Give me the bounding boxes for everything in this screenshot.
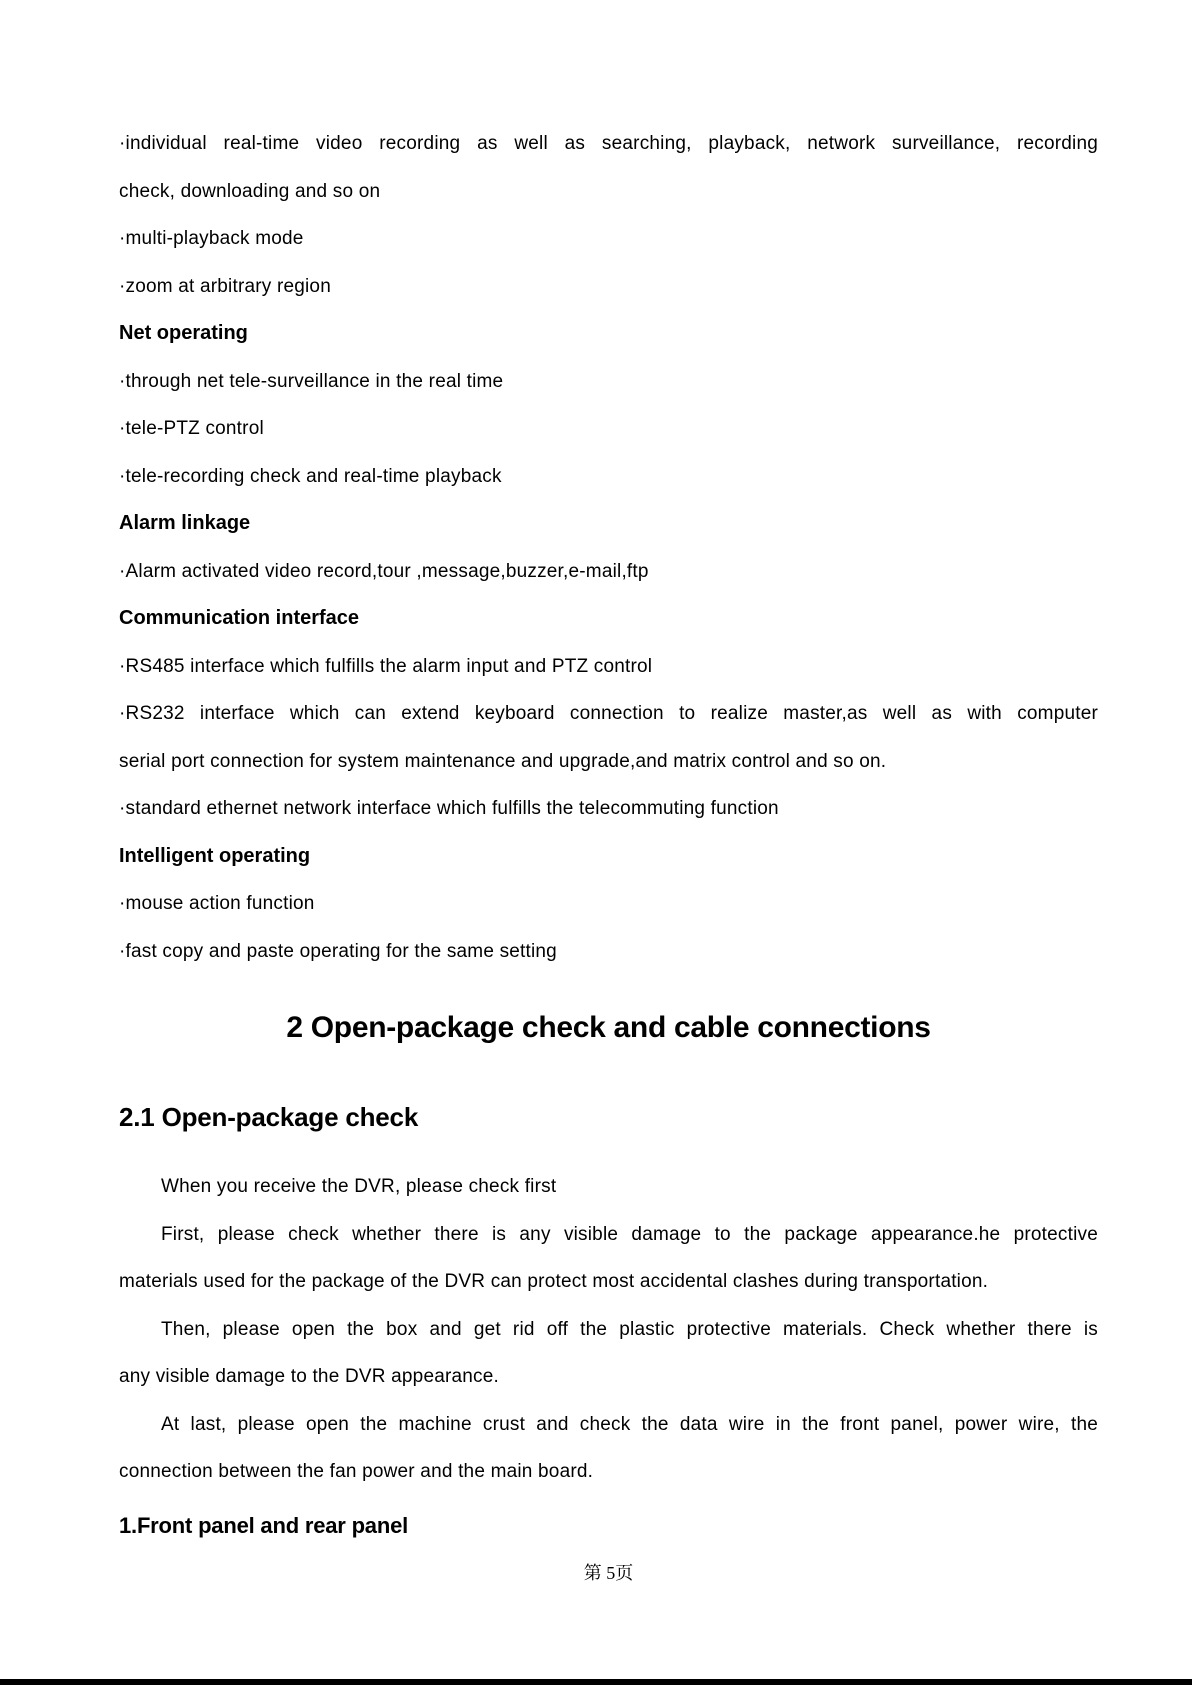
paragraph-line: First, please check whether there is any visible damage to the package appearance.he protective	[161, 1223, 1098, 1245]
bullet-item: ·zoom at arbitrary region	[119, 275, 331, 297]
body-line: materials used for the package of the DVR can protect most accidental clashes during transportation.	[119, 1271, 989, 1292]
document-content	[119, 120, 1098, 1550]
feature-subheading: Net operating	[119, 322, 248, 344]
bullet-item: ·fast copy and paste operating for the same setting	[119, 940, 557, 962]
feature-subheading: Alarm linkage	[119, 512, 251, 534]
bullet-item: ·tele-PTZ control	[119, 418, 264, 439]
body-line: connection between the fan power and the main board.	[119, 1461, 594, 1482]
bullet-item: ·individual real-time video recording as well as searching, playback, network surveillance, recording	[119, 133, 1098, 154]
paragraph-line: Then, please open the box and get rid off the plastic protective materials. Check whether there is	[161, 1318, 1098, 1340]
section-heading: 2.1 Open-package check	[119, 1102, 419, 1132]
bullet-item: ·mouse action function	[119, 893, 315, 914]
bullet-item: ·Alarm activated video record,tour ,message,buzzer,e-mail,ftp	[119, 560, 649, 582]
bullet-item: ·through net tele-surveillance in the real time	[119, 370, 504, 392]
bullet-item: ·RS232 interface which can extend keyboard connection to realize master,as well as with computer	[119, 703, 1098, 724]
bullet-item: ·RS485 interface which fulfills the alarm input and PTZ control	[119, 655, 653, 677]
body-line: any visible damage to the DVR appearance.	[119, 1366, 499, 1387]
body-line: check, downloading and so on	[119, 180, 381, 202]
paragraph-line: At last, please open the machine crust and check the data wire in the front panel, power wire, the	[161, 1413, 1098, 1435]
bottom-divider-bar	[0, 1679, 1192, 1685]
bullet-item: ·multi-playback mode	[119, 228, 304, 249]
page-number: 第 5页	[583, 1563, 634, 1583]
body-line: serial port connection for system maintenance and upgrade,and matrix control and so on.	[119, 750, 887, 772]
paragraph-line: When you receive the DVR, please check first	[161, 1176, 557, 1197]
bullet-item: ·standard ethernet network interface which fulfills the telecommuting function	[119, 798, 779, 819]
feature-subheading: Intelligent operating	[119, 844, 311, 867]
feature-subheading: Communication interface	[119, 607, 360, 629]
chapter-heading: 2 Open-package check and cable connections	[286, 1011, 931, 1044]
bullet-item: ·tele-recording check and real-time playback	[119, 465, 502, 487]
subsection-heading: 1.Front panel and rear panel	[119, 1512, 409, 1538]
